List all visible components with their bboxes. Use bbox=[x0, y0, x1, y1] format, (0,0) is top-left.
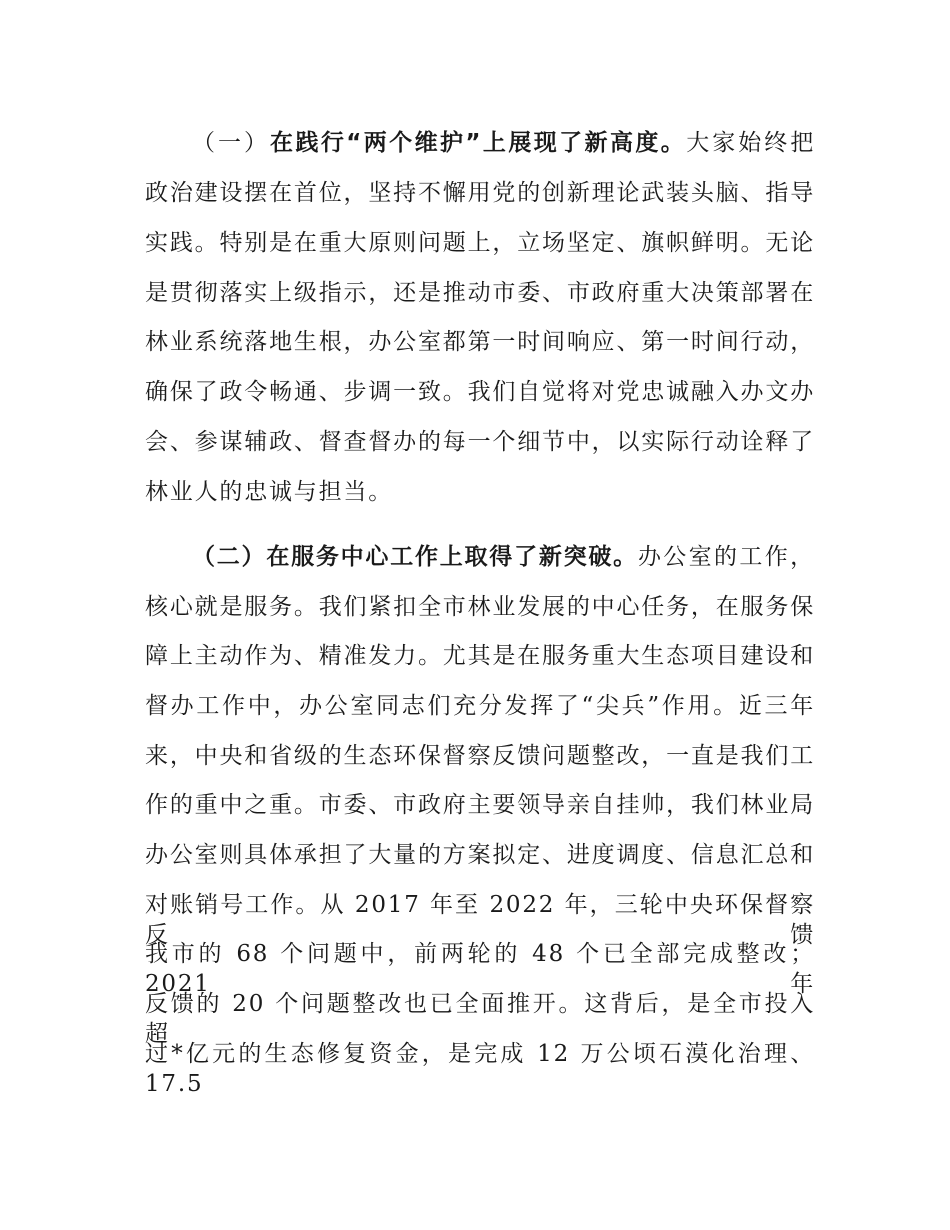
section1-line: 是贯彻落实上级指示，还是推动市委、市政府重大决策部署在 bbox=[145, 280, 815, 306]
section2-line: 我市的 68 个问题中，前两轮的 48 个已全部完成整改；2021 年 bbox=[145, 941, 815, 997]
section2-line: 来，中央和省级的生态环保督察反馈问题整改，一直是我们工 bbox=[145, 743, 815, 769]
section2-line: 办公室则具体承担了大量的方案拟定、进度调度、信息汇总和 bbox=[145, 842, 815, 868]
section2-line: 作的重中之重。市委、市政府主要领导亲自挂帅，我们林业局 bbox=[145, 792, 815, 818]
section1-line: 会、参谋辅政、督查督办的每一个细节中，以实际行动诠释了 bbox=[145, 429, 815, 455]
section1-lead: （一） bbox=[192, 130, 271, 156]
section2-line: 障上主动作为、精准发力。尤其是在服务重大生态项目建设和 bbox=[145, 643, 815, 669]
section1-line: 实践。特别是在重大原则问题上，立场坚定、旗帜鲜明。无论 bbox=[145, 230, 815, 256]
section2-heading: （二）在服务中心工作上取得了新突破。 bbox=[192, 544, 638, 570]
section2-line: 督办工作中，办公室同志们充分发挥了“尖兵”作用。近三年 bbox=[145, 693, 815, 719]
section2-line: 核心就是服务。我们紧扣全市林业发展的中心任务，在服务保 bbox=[145, 594, 815, 620]
section1-line: 林业人的忠诚与担当。 bbox=[145, 479, 393, 505]
section2-line: 过*亿元的生态修复资金，是完成 12 万公顷石漠化治理、17.5 bbox=[145, 1041, 815, 1097]
section2-line1-rest: 办公室的工作， bbox=[637, 544, 815, 570]
section2-first-line bbox=[192, 542, 815, 572]
section1-heading: 在践行“两个维护”上展现了新高度。 bbox=[270, 130, 687, 156]
section1-line1-rest: 大家始终把 bbox=[686, 130, 816, 156]
section1-line: 林业系统落地生根，办公室都第一时间响应、第一时间行动， bbox=[145, 329, 815, 355]
section1-first-line bbox=[192, 128, 815, 158]
section1-line: 确保了政令畅通、步调一致。我们自觉将对党忠诚融入办文办 bbox=[145, 379, 815, 405]
section2-line: 对账销号工作。从 2017 年至 2022 年，三轮中央环保督察反馈 bbox=[145, 892, 815, 948]
section2-line: 反馈的 20 个问题整改也已全面推开。这背后，是全市投入超 bbox=[145, 991, 815, 1047]
section1-line: 政治建设摆在首位，坚持不懈用党的创新理论武装头脑、指导 bbox=[145, 180, 815, 206]
